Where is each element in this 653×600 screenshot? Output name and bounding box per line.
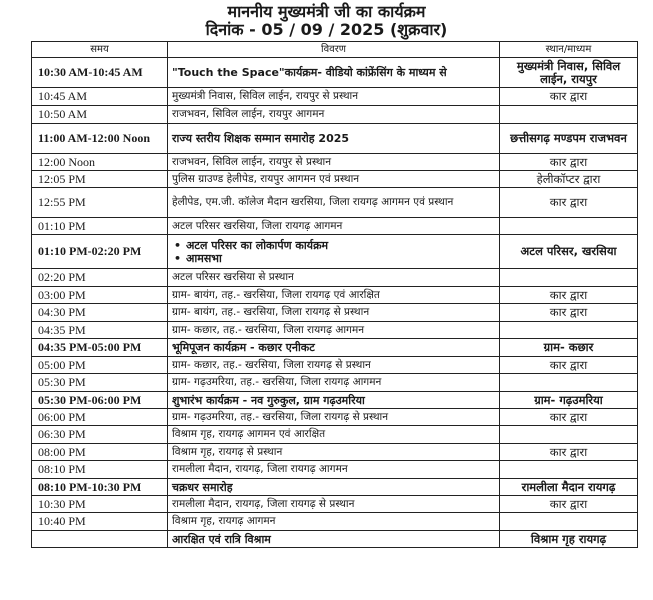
description-cell: शुभारंभ कार्यक्रम - नव गुरुकुल, ग्राम गढ़उमरिया: [168, 392, 500, 409]
time-cell: 06:30 PM: [32, 426, 168, 444]
table-row: [32, 188, 638, 218]
place-cell: [500, 218, 638, 235]
table-row: [32, 409, 638, 426]
time-cell: 12:00 Noon: [32, 154, 168, 171]
table-row: [32, 444, 638, 461]
time-cell: 10:30 AM-10:45 AM: [32, 58, 168, 88]
description-cell: ग्राम- गढ़उमरिया, तह.- खरसिया, जिला रायगढ़ से प्रस्थान: [168, 409, 500, 426]
column-header-description: विवरण: [168, 42, 500, 58]
table-row: [32, 374, 638, 392]
time-cell: 08:10 PM-10:30 PM: [32, 479, 168, 496]
time-cell: 10:40 PM: [32, 513, 168, 531]
place-cell: [500, 374, 638, 392]
time-cell: 06:00 PM: [32, 409, 168, 426]
table-row: [32, 124, 638, 154]
table-row: [32, 269, 638, 287]
description-cell: ग्राम- गढ़उमरिया, तह.- खरसिया, जिला रायगढ़ आगमन: [168, 374, 500, 392]
table-row: [32, 426, 638, 444]
description-cell: पुलिस ग्राउण्ड हेलीपेड, रायपुर आगमन एवं प्रस्थान: [168, 171, 500, 188]
description-cell: भूमिपूजन कार्यक्रम - कछार एनीकट: [168, 339, 500, 357]
place-cell: ग्राम- गढ़उमरिया: [500, 392, 638, 409]
time-cell: 03:00 PM: [32, 287, 168, 304]
description-cell: रामलीला मैदान, रायगढ़, जिला रायगढ़ आगमन: [168, 461, 500, 479]
time-cell: 12:05 PM: [32, 171, 168, 188]
place-cell: कार द्वारा: [500, 88, 638, 106]
description-cell: [168, 235, 500, 269]
place-cell: ग्राम- कछार: [500, 339, 638, 357]
time-cell: [32, 531, 168, 548]
description-cell: राजभवन, सिविल लाईन, रायपुर से प्रस्थान: [168, 154, 500, 171]
table-row: [32, 154, 638, 171]
time-cell: 11:00 AM-12:00 Noon: [32, 124, 168, 154]
table-row: [32, 235, 638, 269]
description-cell: ग्राम- बायंग, तह.- खरसिया, जिला रायगढ़ एवं आरक्षित: [168, 287, 500, 304]
time-cell: 05:30 PM-06:00 PM: [32, 392, 168, 409]
table-row: [32, 287, 638, 304]
table-row: [32, 218, 638, 235]
time-cell: 02:20 PM: [32, 269, 168, 287]
column-header-place: स्थान/माध्यम: [500, 42, 638, 58]
description-cell: ग्राम- कछार, तह.- खरसिया, जिला रायगढ़ आगमन: [168, 322, 500, 339]
place-cell: कार द्वारा: [500, 444, 638, 461]
table-row: [32, 357, 638, 374]
time-cell: 01:10 PM: [32, 218, 168, 235]
time-cell: 04:35 PM: [32, 322, 168, 339]
place-cell: कार द्वारा: [500, 287, 638, 304]
description-cell: मुख्यमंत्री निवास, सिविल लाईन, रायपुर से प्रस्थान: [168, 88, 500, 106]
time-cell: 10:30 PM: [32, 496, 168, 513]
table-row: [32, 531, 638, 548]
table-row: [32, 339, 638, 357]
place-cell: कार द्वारा: [500, 188, 638, 218]
place-cell: [500, 461, 638, 479]
description-cell: हेलीपेड, एम.जी. कॉलेज मैदान खरसिया, जिला रायगढ़ आगमन एवं प्रस्थान: [168, 188, 500, 218]
table-row: [32, 461, 638, 479]
place-cell: कार द्वारा: [500, 304, 638, 322]
table-row: [32, 106, 638, 124]
time-cell: 04:35 PM-05:00 PM: [32, 339, 168, 357]
table-row: [32, 513, 638, 531]
place-cell: मुख्यमंत्री निवास, सिविल लाईन, रायपुर: [500, 58, 638, 88]
table-row: [32, 88, 638, 106]
place-cell: कार द्वारा: [500, 357, 638, 374]
place-cell: विश्राम गृह रायगढ़: [500, 531, 638, 548]
description-cell: राजभवन, सिविल लाईन, रायपुर आगमन: [168, 106, 500, 124]
column-header-time: समय: [32, 42, 168, 58]
time-cell: 05:00 PM: [32, 357, 168, 374]
description-cell: विश्राम गृह, रायगढ़ आगमन एवं आरक्षित: [168, 426, 500, 444]
time-cell: 05:30 PM: [32, 374, 168, 392]
table-row: [32, 479, 638, 496]
time-cell: 08:00 PM: [32, 444, 168, 461]
table-row: [32, 58, 638, 88]
date-line: दिनांक - 05 / 09 / 2025 (शुक्रवार): [205, 20, 448, 39]
time-cell: 12:55 PM: [32, 188, 168, 218]
table-header-row: [32, 42, 638, 58]
place-cell: रामलीला मैदान रायगढ़: [500, 479, 638, 496]
place-cell: [500, 322, 638, 339]
description-cell: विश्राम गृह, रायगढ़ आगमन: [168, 513, 500, 531]
description-cell: ग्राम- बायंग, तह.- खरसिया, जिला रायगढ़ से प्रस्थान: [168, 304, 500, 322]
time-cell: 01:10 PM-02:20 PM: [32, 235, 168, 269]
bullet-item: • अटल परिसर का लोकार्पण कार्यक्रम: [186, 239, 495, 252]
time-cell: 04:30 PM: [32, 304, 168, 322]
schedule-table: [31, 41, 638, 548]
place-cell: हेलीकॉप्टर द्वारा: [500, 171, 638, 188]
table-row: [32, 304, 638, 322]
place-cell: कार द्वारा: [500, 496, 638, 513]
page-title: माननीय मुख्यमंत्री जी का कार्यक्रम: [227, 2, 426, 21]
description-cell: आरक्षित एवं रात्रि विश्राम: [168, 531, 500, 548]
bullet-list: [172, 239, 495, 265]
description-cell: "Touch the Space"कार्यक्रम- वीडियो कांफ्रेंसिंग के माध्यम से: [168, 58, 500, 88]
description-cell: अटल परिसर खरसिया, जिला रायगढ़ आगमन: [168, 218, 500, 235]
description-cell: रामलीला मैदान, रायगढ़, जिला रायगढ़ से प्रस्थान: [168, 496, 500, 513]
place-cell: कार द्वारा: [500, 409, 638, 426]
time-cell: 10:45 AM: [32, 88, 168, 106]
time-cell: 10:50 AM: [32, 106, 168, 124]
place-cell: कार द्वारा: [500, 154, 638, 171]
description-cell: चक्रधर समारोह: [168, 479, 500, 496]
table-row: [32, 496, 638, 513]
place-cell: [500, 106, 638, 124]
place-cell: छत्तीसगढ़ मण्डपम राजभवन: [500, 124, 638, 154]
table-row: [32, 171, 638, 188]
description-cell: अटल परिसर खरसिया से प्रस्थान: [168, 269, 500, 287]
place-cell: [500, 513, 638, 531]
place-cell: [500, 269, 638, 287]
place-cell: अटल परिसर, खरसिया: [500, 235, 638, 269]
description-cell: ग्राम- कछार, तह.- खरसिया, जिला रायगढ़ से प्रस्थान: [168, 357, 500, 374]
table-row: [32, 392, 638, 409]
place-cell: [500, 426, 638, 444]
description-cell: विश्राम गृह, रायगढ़ से प्रस्थान: [168, 444, 500, 461]
time-cell: 08:10 PM: [32, 461, 168, 479]
description-cell: राज्य स्तरीय शिक्षक सम्मान समारोह 2025: [168, 124, 500, 154]
bullet-item: • आमसभा: [186, 252, 495, 265]
table-row: [32, 322, 638, 339]
